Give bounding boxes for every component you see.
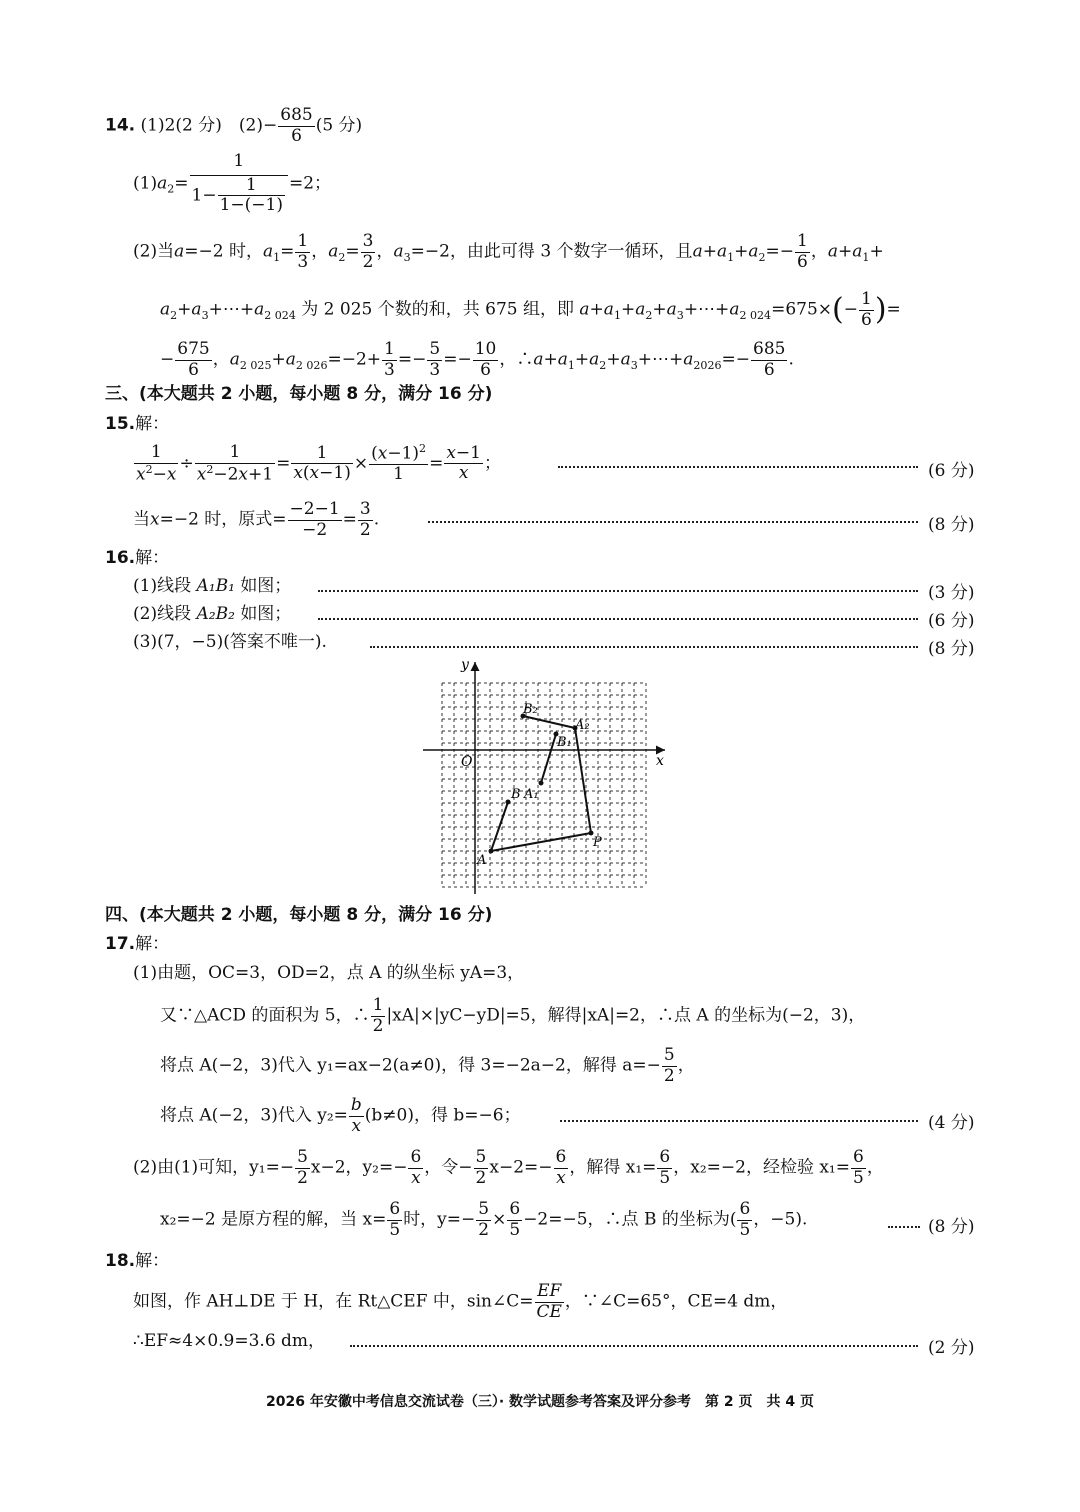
frac-den	[190, 176, 288, 216]
segment-A-P	[491, 833, 591, 851]
q17-line4-points: (4 分)	[928, 1113, 975, 1133]
q16-number: 16.	[105, 548, 136, 568]
q16-header	[105, 550, 169, 567]
origin-label: O	[461, 754, 473, 770]
q14-head-a: (1)2(2 分) (2)−	[140, 115, 278, 136]
segment-B1-A1	[541, 734, 556, 783]
section4-title: 四、(本大题共 2 小题，每小题 8 分，满分 16 分)	[105, 905, 493, 925]
section3-title: 三、(本大题共 2 小题，每小题 8 分，满分 16 分)	[105, 384, 493, 404]
frac-num: 685	[280, 105, 313, 125]
q16-l1: (1)线段	[133, 576, 192, 596]
q14-part2-line2: $a_2+a_3+\cdots+a_{2 024}$ 为 2 025 个数的和，共 675 组，即 $a+a_1+a_2+a_3+\cdots+a_{2 024}=675\times(-$ $\frac{1}{6}$ )=	[160, 289, 901, 330]
q14-p1-eq: =	[174, 173, 189, 194]
q14-p2-c: ，由此可得 3 个数字一循环，且	[449, 241, 693, 262]
q17-l6-b: 时，y=−	[403, 1209, 476, 1230]
q17-line4-leader	[560, 1120, 918, 1122]
q18-line2-leader	[350, 1345, 918, 1347]
q17-l2-a: 又∵△ACD 的面积为 5，∴	[160, 1005, 370, 1026]
q17-line2: 又∵△ACD 的面积为 5，∴ $\frac{1}{2}$ |xA|×|yC−yD|=5，解得|xA|=2，∴点 A 的坐标为(−2，3)，	[160, 995, 866, 1036]
q17-l5-f: ，x₂=−2，经检验 x₁=	[673, 1157, 850, 1178]
x-axis-label: x	[656, 753, 664, 769]
label-A: A	[477, 853, 487, 868]
q15-line1-leader	[558, 466, 918, 468]
q18-line1: 如图，作 AH⊥DE 于 H，在 Rt△CEF 中，sin∠C= $\frac{EF}{CE}$ ，∵∠C=65°，CE=4 dm，	[133, 1281, 788, 1322]
q15-line2-points: (8 分)	[928, 515, 975, 535]
frac-den-a: 1−	[191, 185, 217, 206]
q15-line2-leader	[428, 521, 918, 523]
q17-l3-a: 将点 A(−2，3)代入 y₁=ax−2(a≠0)，得 3=−2a−2，解得 a=−	[160, 1055, 661, 1076]
q17-number: 17.	[105, 934, 136, 954]
q16-line2-leader	[318, 618, 918, 620]
q16-line1-points: (3 分)	[928, 583, 975, 603]
q14-p1-end: =2；	[288, 173, 332, 194]
q17-l5-a: (2)由(1)可知，y₁=−	[133, 1157, 295, 1178]
q16-line1	[133, 578, 291, 595]
q16-l2-end: 如图；	[240, 604, 292, 624]
point-A1	[539, 781, 544, 786]
q17-l5-b: x−2，y₂=−	[310, 1157, 408, 1178]
q16-line3-points: (8 分)	[928, 639, 975, 659]
q17-line6-leader	[888, 1226, 920, 1228]
page-footer: 2026 年安徽中考信息交流试卷（三）· 数学试题参考答案及评分参考 第 2 页 共 4 页	[265, 1394, 814, 1410]
q17-l5-e: ，解得 x₁=	[569, 1157, 657, 1178]
q15-number: 15.	[105, 414, 136, 434]
q15-header	[105, 416, 169, 433]
q18-header	[105, 1253, 169, 1270]
q16-line3-leader	[370, 646, 918, 648]
q17-line6: x₂=−2 是原方程的解，当 x= $\frac{6}{5}$ 时，y=− $\frac{5}{2}$ × $\frac{6}{5}$ −2=−5，∴点 B 的坐标为( $\frac{6}{5}$ ，−5).	[160, 1199, 808, 1240]
point-A	[489, 849, 494, 854]
frac-num: 1	[190, 152, 288, 176]
label-B2: B₂	[523, 702, 538, 717]
q18-line2-points: (2 分)	[928, 1338, 975, 1358]
q17-l6-a: x₂=−2 是原方程的解，当 x=	[160, 1209, 387, 1230]
point-B	[506, 800, 511, 805]
segment-A-B	[491, 802, 508, 851]
q17-l5-d: x−2=−	[489, 1157, 553, 1178]
label-B: B	[511, 787, 521, 802]
q16-jie: 解：	[135, 548, 170, 568]
frac-inner	[218, 176, 285, 216]
q15-line2: 当x=−2 时，原式= $\frac{-2-1}{-2}$ = $\frac{3}{2}$ .	[133, 499, 380, 540]
q17-l6-c: ×	[492, 1209, 507, 1230]
q16-line2-points: (6 分)	[928, 611, 975, 631]
q14-part1	[133, 152, 331, 216]
q18-number: 18.	[105, 1251, 136, 1271]
q16-line2	[133, 606, 291, 623]
q17-l6-e: ，−5).	[753, 1209, 808, 1230]
label-A2: A₂	[575, 718, 590, 733]
q14-head-b: (5 分)	[315, 115, 363, 136]
q14-part2-line1: (2)当a=−2 时，$a_1=$ $\frac{1}{3}$ ，$a_2=$ $\frac{3}{2}$ ，$a_3=-2$，由此可得 3 个数字一循环，且$a+a_1+a_2=-$ $\frac{1}{6}$ ，$a+a_1+$	[133, 231, 884, 272]
q16-l1-end: 如图；	[240, 576, 292, 596]
q14-header	[105, 106, 362, 146]
q17-l5-c: ，令−	[424, 1157, 473, 1178]
q17-line6-points: (8 分)	[928, 1217, 975, 1237]
frac-den: 1−(−1)	[219, 195, 283, 216]
q17-l5-g: ，	[866, 1157, 884, 1178]
label-P: P	[593, 835, 602, 850]
segment-A2-P	[575, 728, 591, 833]
label-B1: B₁	[557, 735, 572, 750]
q17-header	[105, 936, 169, 953]
q15-line1-points: (6 分)	[928, 461, 975, 481]
q16-l2-seg: A₂B₂	[196, 604, 235, 624]
q18-jie: 解：	[135, 1251, 170, 1271]
q18-l1-b: ，∵∠C=65°，CE=4 dm，	[564, 1291, 788, 1312]
q14-p1-label: (1)	[133, 173, 158, 194]
q16-l2: (2)线段	[133, 604, 192, 624]
q15-jie: 解：	[135, 414, 170, 434]
q14-p1-sym: a	[157, 173, 168, 194]
q14-number: 14.	[105, 115, 136, 136]
q14-p2-end: .	[788, 349, 794, 370]
q17-line3: 将点 A(−2，3)代入 y₁=ax−2(a≠0)，得 3=−2a−2，解得 a=− $\frac{5}{2}$ ，	[160, 1045, 695, 1086]
q15-l2-b: =−2 时，原式=	[159, 509, 287, 530]
q17-l6-d: −2=−5，∴点 B 的坐标为(	[523, 1209, 737, 1230]
frac-den: 6	[291, 125, 302, 146]
q14-head-frac	[278, 106, 314, 146]
q16-line1-leader	[318, 590, 918, 592]
q17-l4-a: 将点 A(−2，3)代入 y₂=	[160, 1105, 348, 1126]
q18-l1-a: 如图，作 AH⊥DE 于 H，在 Rt△CEF 中，sin∠C=	[133, 1291, 534, 1312]
label-A1: A₁	[524, 787, 539, 802]
segment-B2-A2	[523, 716, 575, 728]
y-axis-label: y	[461, 657, 469, 673]
q14-p2-line2: 为 2 025 个数的和，共 675 组，即	[301, 299, 574, 320]
q14-p1-frac	[190, 152, 288, 216]
q14-p1-sub: 2	[167, 182, 175, 196]
coordinate-graph	[415, 656, 695, 896]
q17-l2-b: |xA|×|yC−yD|=5，解得|xA|=2，∴点 A 的坐标为(−2，3)，	[386, 1005, 866, 1026]
q16-l1-seg: A₁B₁	[196, 576, 235, 596]
q18-line2: ∴EF≈4×0.9=3.6 dm，	[133, 1331, 326, 1351]
q14-p2-a: (2)当	[133, 241, 175, 262]
q17-line1: (1)由题，OC=3，OD=2，点 A 的纵坐标 yA=3，	[133, 963, 525, 983]
q16-line3: (3)(7，−5)(答案不唯一).	[133, 632, 327, 652]
frac-num: 1	[218, 176, 285, 197]
q17-l4-b: (b≠0)，得 b=−6；	[364, 1105, 521, 1126]
q14-p2-b: =−2 时，	[184, 241, 263, 262]
q15-line1: $\frac{1}{x^2-x}$ ÷ $\frac{1}{x^2-2x+1}$ = $\frac{1}{x(x-1)}$ × $\frac{(x-1)^2}{1}$ = $\frac{x-1}{x}$ ；	[136, 442, 501, 485]
q17-line4: 将点 A(−2，3)代入 y₂= $\frac{b}{x}$ (b≠0)，得 b=−6；	[160, 1095, 521, 1136]
grid	[442, 683, 646, 887]
q17-jie: 解：	[135, 934, 170, 954]
q14-part2-line3: − $\frac{675}{6}$ ，$a_{2 025}+a_{2 026}=-2+$ $\frac{1}{3}$ =− $\frac{5}{3}$ =− $\frac{10}{6}$ ，$\therefore a+a_1+a_2+a_3+\cdots+a_{2026}=-$ $\frac{685}{6}$ .	[160, 339, 794, 380]
q15-l2-a: 当	[133, 509, 150, 530]
q17-line5: (2)由(1)可知，y₁=− $\frac{5}{2}$ x−2，y₂=− $\frac{6}{x}$ ，令− $\frac{5}{2}$ x−2=− $\frac{6}{x}$ ，解得 x₁= $\frac{6}{5}$ ，x₂=−2，经检验 x₁= $\frac{6}{5}$ ，	[133, 1147, 884, 1188]
